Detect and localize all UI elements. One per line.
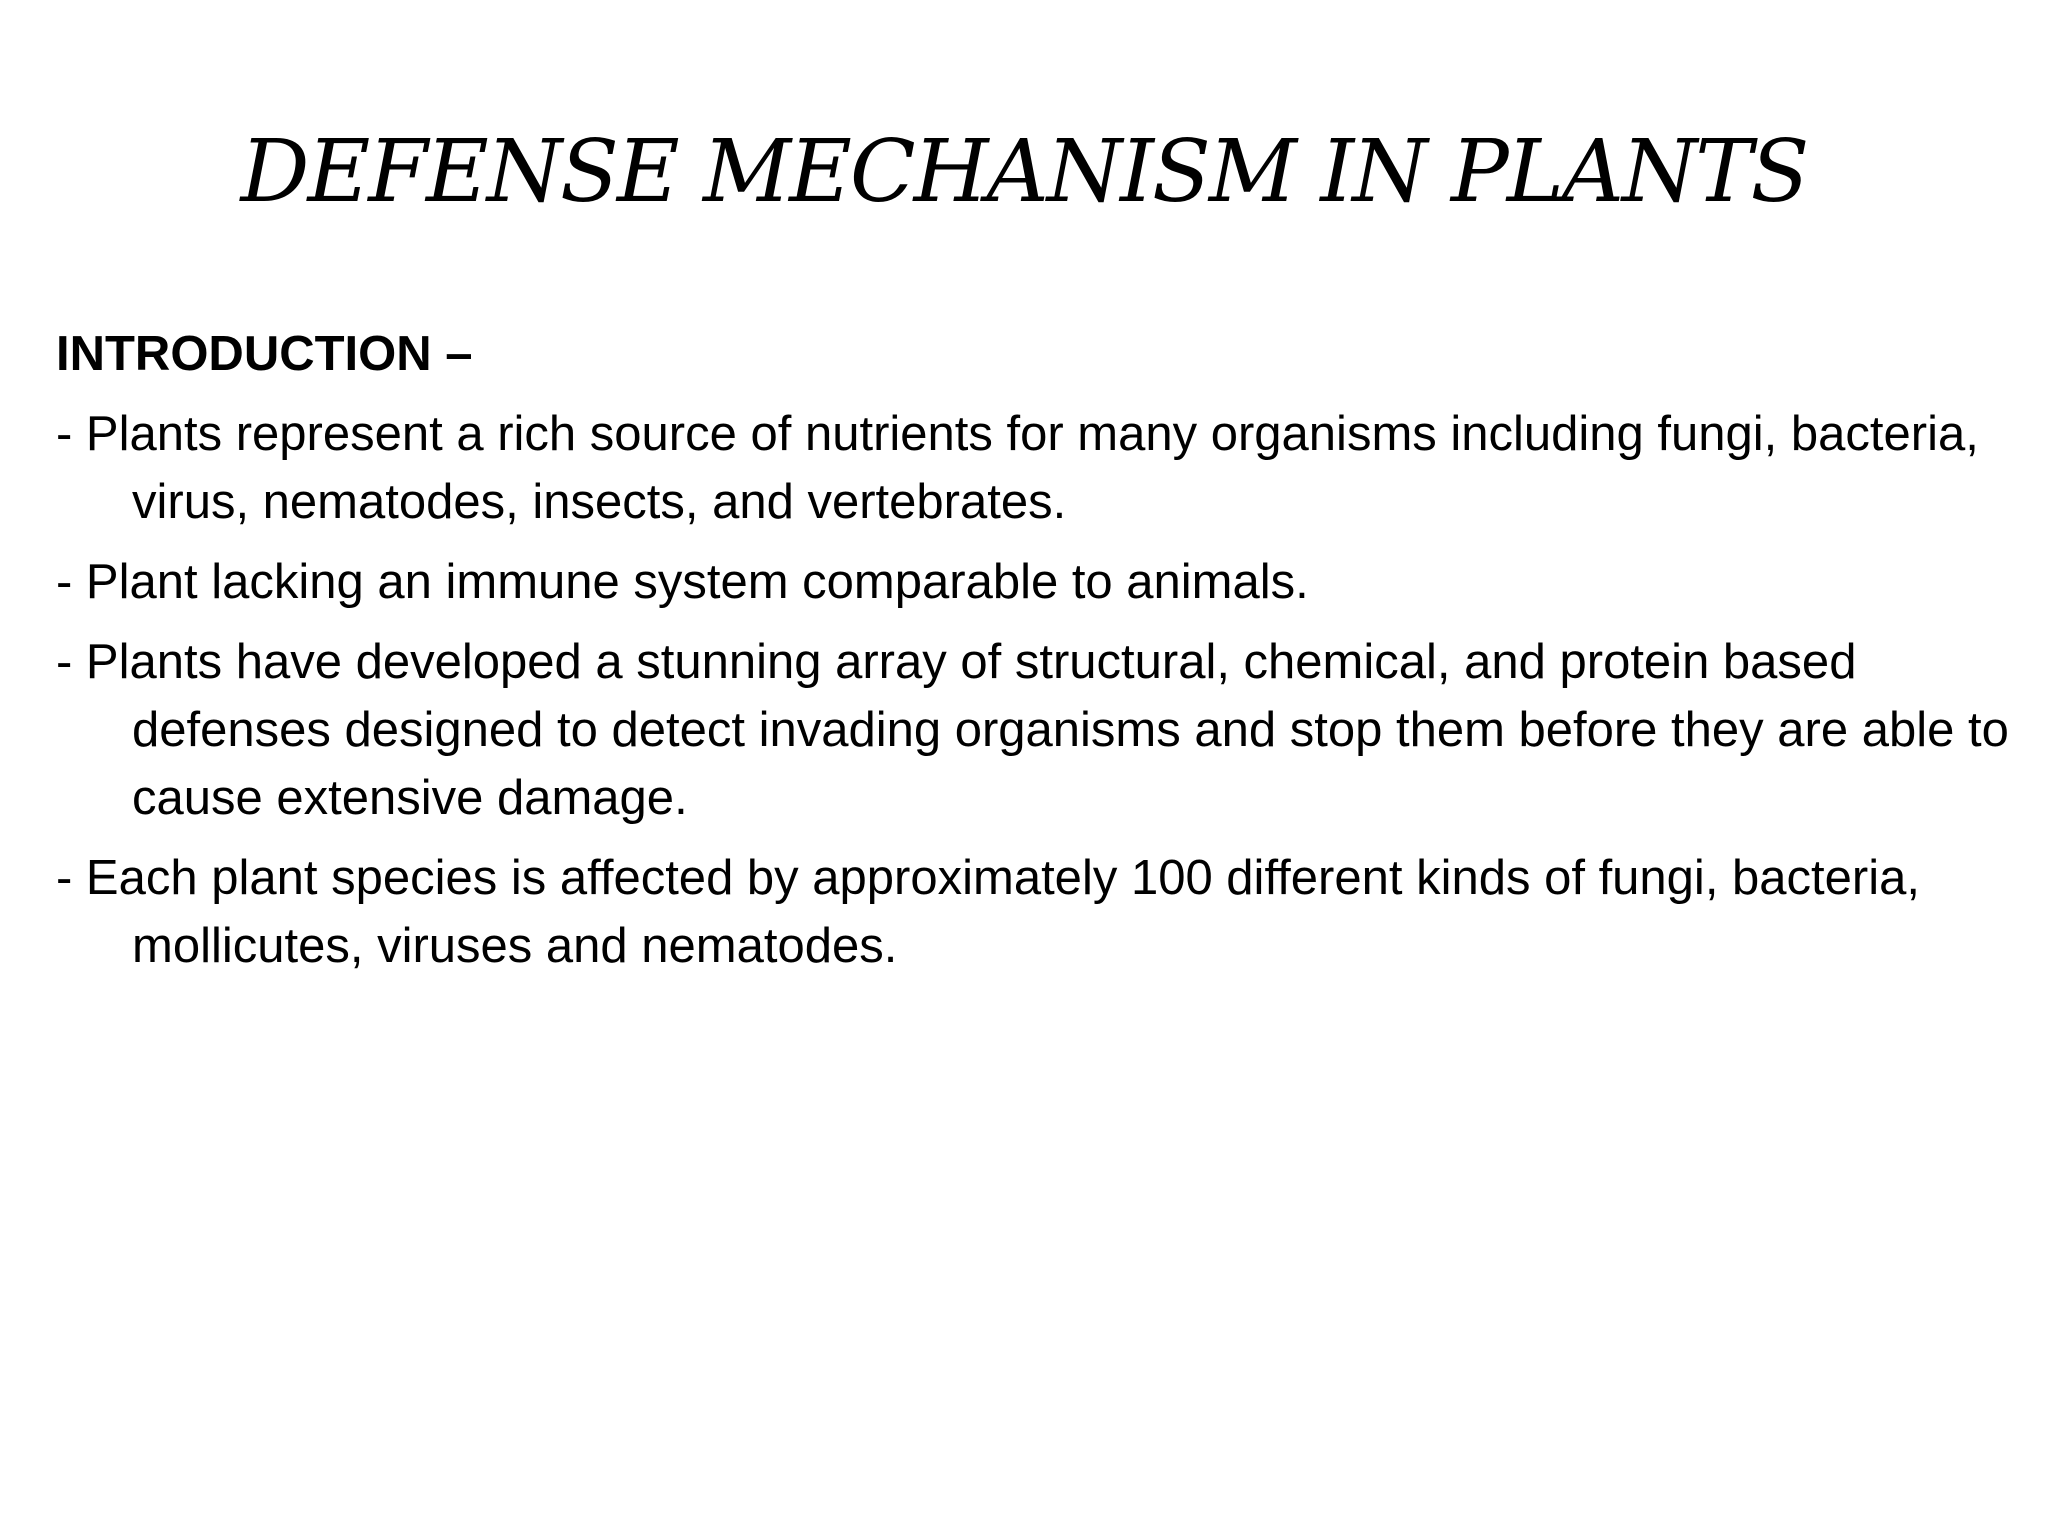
slide-body [56,320,2016,992]
slide-title: DEFENSE MECHANISM IN PLANTS [240,122,1808,222]
bullet-item: - Plants have developed a stunning array of structural, chemical, and protein based defenses designed to detect invading organisms and stop them before they are able to cause extensive damage. [56,635,2009,825]
bullet-item: - Plant lacking an immune system comparable to animals. [56,555,1309,609]
bullet-item: - Each plant species is affected by approximately 100 different kinds of fungi, bacteria, mollicutes, viruses and nematodes. [56,851,1920,973]
bullet-item: - Plants represent a rich source of nutrients for many organisms including fungi, bacteria, virus, nematodes, insects, and vertebrates. [56,407,1979,529]
section-heading: INTRODUCTION – [56,327,473,381]
